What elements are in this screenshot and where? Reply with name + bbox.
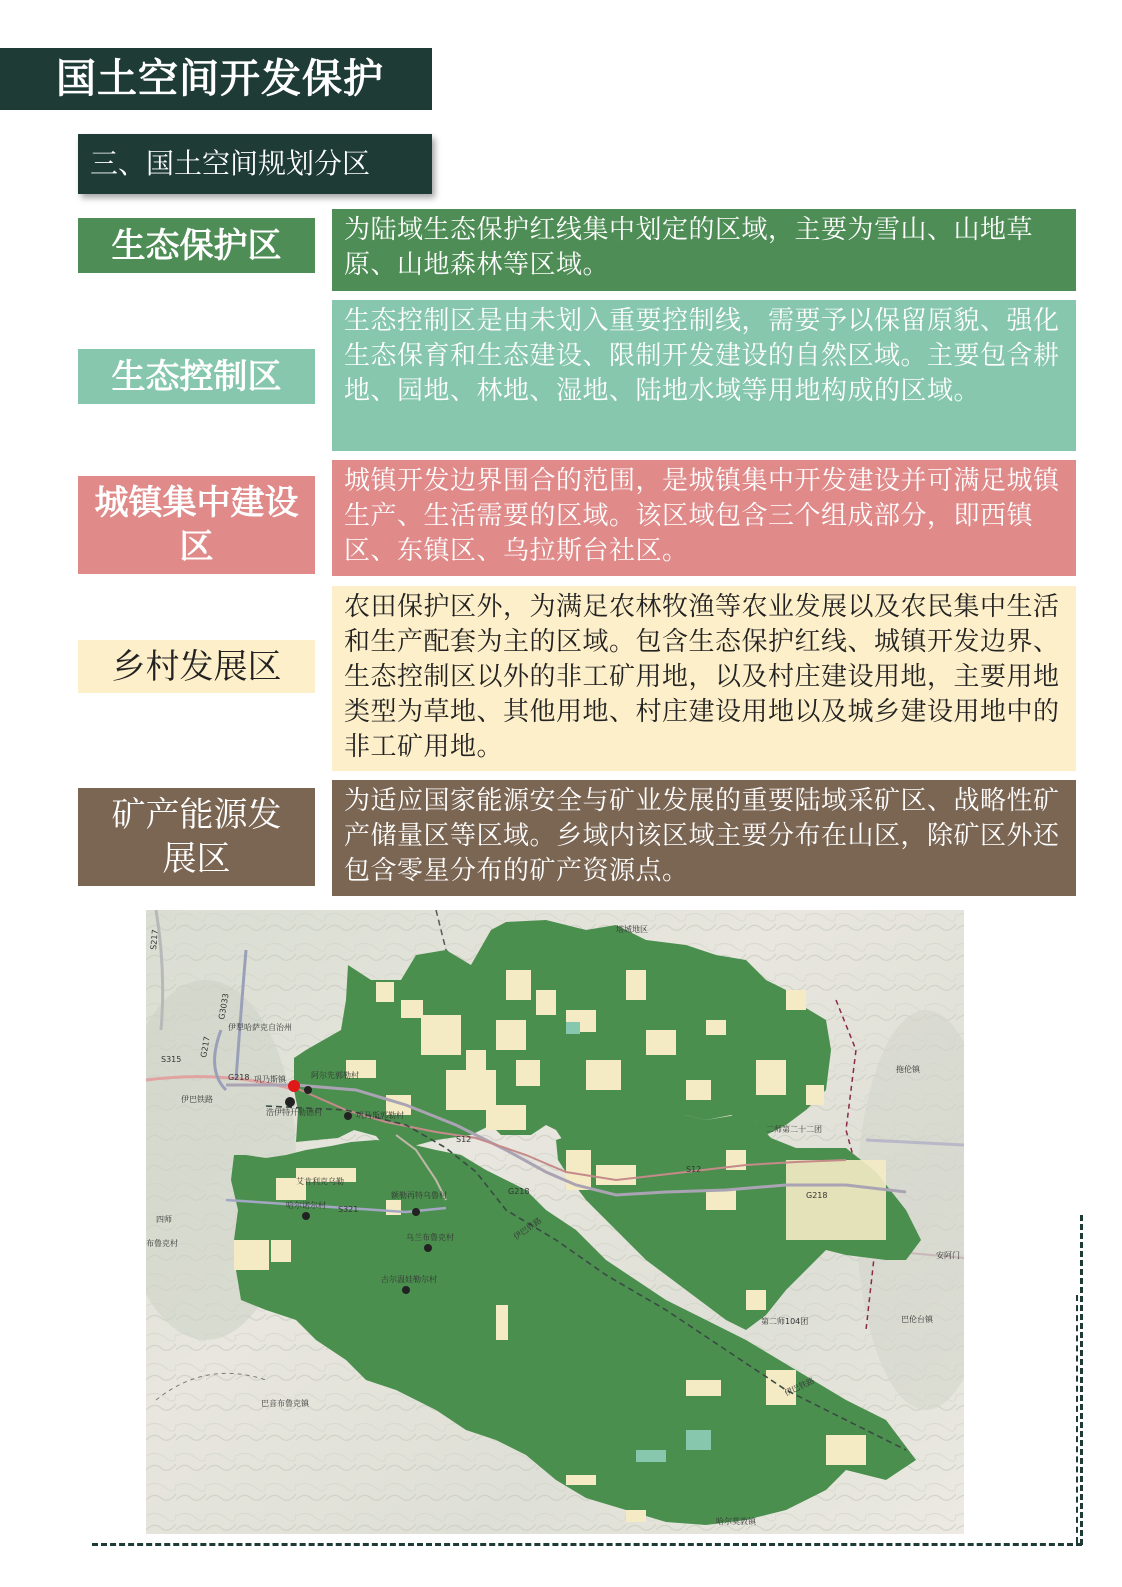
zone-desc-eco-protect: 为陆域生态保护红线集中划定的区域，主要为雪山、山地草原、山地森林等区域。 bbox=[332, 209, 1076, 291]
zoning-map bbox=[146, 910, 964, 1534]
label-s315: S315 bbox=[161, 1055, 182, 1064]
label-wenjialike: 艾肯利克乌勒 bbox=[296, 1177, 344, 1186]
label-wulanbulu: 乌兰布鲁克村 bbox=[406, 1233, 454, 1242]
label-balun: 巴伦台镇 bbox=[901, 1315, 933, 1324]
zone-label-urban: 城镇集中建设区 bbox=[78, 476, 315, 574]
zone-desc-mining: 为适应国家能源安全与矿业发展的重要陆域采矿区、战略性矿产储量区等区域。乡域内该区域主要分布在山区，除矿区外还包含零星分布的矿产资源点。 bbox=[332, 780, 1076, 896]
label-harnuoer: 哈尔诺尔村 bbox=[286, 1201, 326, 1210]
label-haer: 哈尔莫敦镇 bbox=[716, 1517, 756, 1526]
town-gongnaisi-marker bbox=[288, 1080, 300, 1092]
label-g218-b: G218 bbox=[508, 1187, 530, 1196]
label-g217: G217 bbox=[199, 1035, 212, 1059]
label-di2-104: 第二师104团 bbox=[761, 1317, 809, 1326]
label-yibarail-a: 伊巴铁路 bbox=[181, 1095, 213, 1104]
label-gongnaisi: 巩乃斯镇 bbox=[254, 1075, 286, 1084]
label-sishi: 四师 bbox=[156, 1215, 172, 1224]
label-g218-a: G218 bbox=[228, 1073, 250, 1082]
label-g218-c: G218 bbox=[806, 1191, 828, 1200]
label-s12-a: S12 bbox=[456, 1135, 472, 1144]
section-title: 三、国土空间规划分区 bbox=[78, 134, 432, 194]
label-s217: S217 bbox=[149, 929, 160, 951]
label-yibarail-c: 伊巴铁路 bbox=[783, 1376, 816, 1398]
label-ermeng: 二师第二十二团 bbox=[766, 1125, 822, 1134]
label-guer: 古尔温娃勒尔村 bbox=[381, 1275, 437, 1284]
label-tachengqu: 塔城地区 bbox=[616, 925, 648, 934]
label-bayinbulu: 巴音布鲁克镇 bbox=[261, 1399, 309, 1408]
label-aerxian: 阿尔先郭勒村 bbox=[311, 1071, 359, 1080]
label-haoyite: 浩伊特开勒德村 bbox=[266, 1108, 322, 1117]
label-s12-b: S12 bbox=[686, 1165, 702, 1174]
frame-dash-right bbox=[1080, 1215, 1083, 1545]
zone-label-eco-control: 生态控制区 bbox=[78, 349, 315, 404]
label-s321: S321 bbox=[338, 1205, 359, 1214]
zone-label-mining: 矿产能源发展区 bbox=[78, 788, 315, 886]
frame-dash-right-inner bbox=[1076, 1295, 1078, 1543]
zone-label-rural: 乡村发展区 bbox=[78, 640, 315, 693]
label-tuo: 拖伦镇 bbox=[896, 1065, 920, 1074]
frame-dash-bottom bbox=[92, 1543, 1082, 1546]
zone-desc-rural: 农田保护区外，为满足农林牧渔等农业发展以及农民集中生活和生产配套为主的区域。包含生态保护红线、城镇开发边界、生态控制区以外的非工矿用地，以及村庄建设用地，主要用地类型为草地、其他用地、村庄建设用地以及城乡建设用地中的非工矿用地。 bbox=[332, 586, 1076, 771]
label-gongnaisiguole: 巩乃斯郭勒村 bbox=[356, 1111, 404, 1120]
label-anan: 安阿门 bbox=[936, 1251, 960, 1260]
zone-desc-eco-control: 生态控制区是由未划入重要控制线，需要予以保留原貌、强化生态保育和生态建设、限制开发建设的自然区域。主要包含耕地、园地、林地、湿地、陆地水域等用地构成的区域。 bbox=[332, 300, 1076, 451]
label-elemet: 额勒再特乌鲁村 bbox=[391, 1191, 447, 1200]
page-title: 国土空间开发保护 bbox=[0, 48, 432, 110]
zone-desc-urban: 城镇开发边界围合的范围，是城镇集中开发建设并可满足城镇生产、生活需要的区域。该区域包含三个组成部分，即西镇区、东镇区、乌拉斯台社区。 bbox=[332, 460, 1076, 576]
label-bulu: 布鲁克村 bbox=[146, 1239, 178, 1248]
label-g3033: G3033 bbox=[217, 992, 231, 1021]
label-yibarail-b: 伊巴铁路 bbox=[511, 1215, 544, 1242]
zone-label-eco-protect: 生态保护区 bbox=[78, 218, 315, 273]
label-ili: 伊犁哈萨克自治州 bbox=[228, 1023, 292, 1032]
